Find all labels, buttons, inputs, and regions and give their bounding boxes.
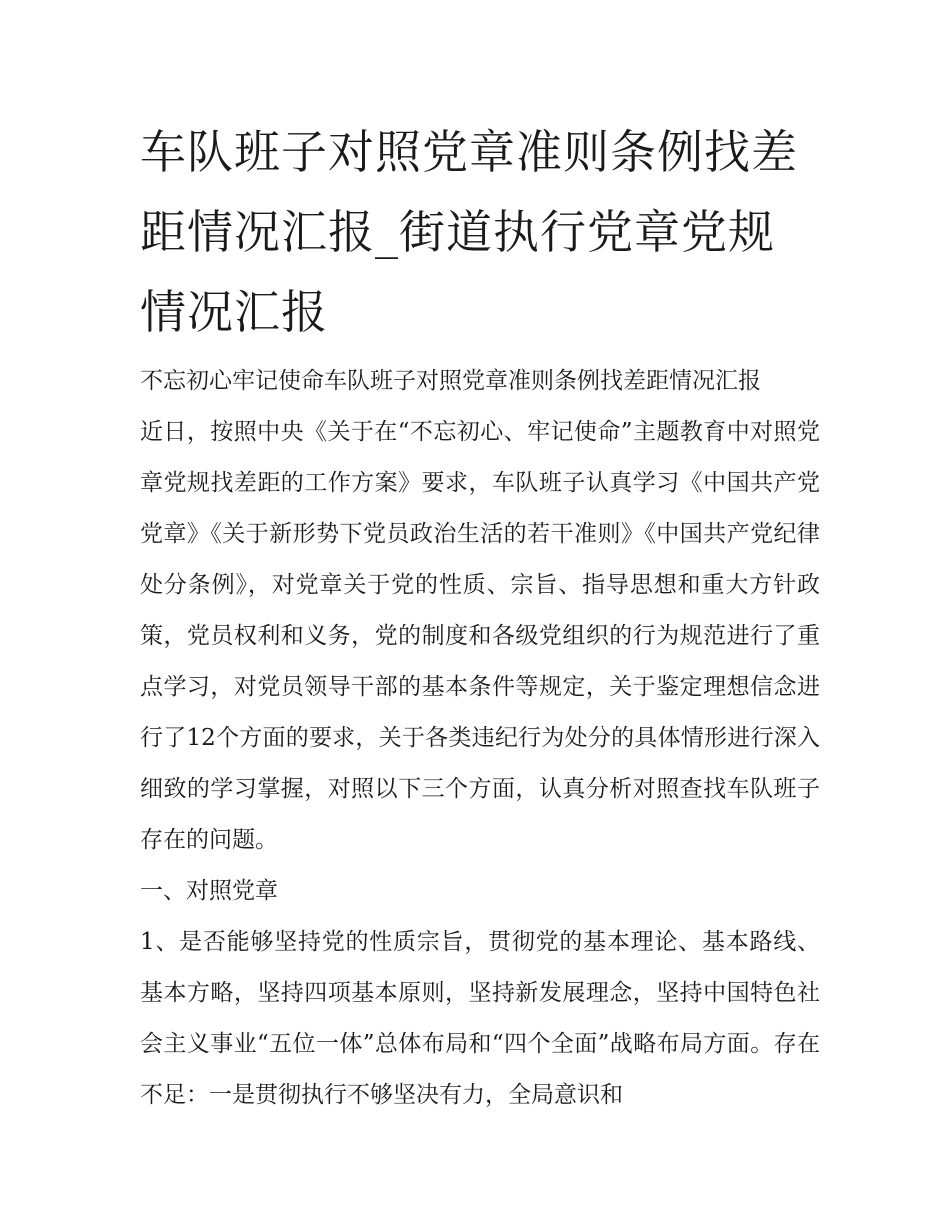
paragraph-intro: 近日，按照中央《关于在“不忘初心、牢记使命”主题教育中对照党章党规找差距的工作方案》要求，车队班子认真学习《中国共产党党章》《关于新形势下党员政治生活的若干准则》《中国共产党纪律处分条例》，对党章关于党的性质、宗旨、指导思想和重大方针政策，党员权利和义务，党的制度和各级党组织的行为规范进行了重点学习，对党员领导干部的基本条件等规定，关于鉴定理想信念进行了12个方面的要求，关于各类违纪行为处分的具体情形进行深入细致的学习掌握，对照以下三个方面，认真分析对照查找车队班子存在的问题。 xyxy=(140,419,820,853)
document-body xyxy=(140,356,820,1121)
paragraph-item-1: 1、是否能够坚持党的性质宗旨，贯彻党的基本理论、基本路线、基本方略，坚持四项基本原则，坚持新发展理念，坚持中国特色社会主义事业“五位一体”总体布局和“四个全面”战略布局方面。存在不足：一是贯彻执行不够坚决有力，全局意识和 xyxy=(140,929,820,1108)
paragraph-subtitle: 不忘初心牢记使命车队班子对照党章准则条例找差距情况汇报 xyxy=(140,368,761,394)
document-title: 车队班子对照党章准则条例找差距情况汇报_街道执行党章党规情况汇报 xyxy=(140,125,798,339)
section-heading: 一、对照党章 xyxy=(140,878,278,904)
